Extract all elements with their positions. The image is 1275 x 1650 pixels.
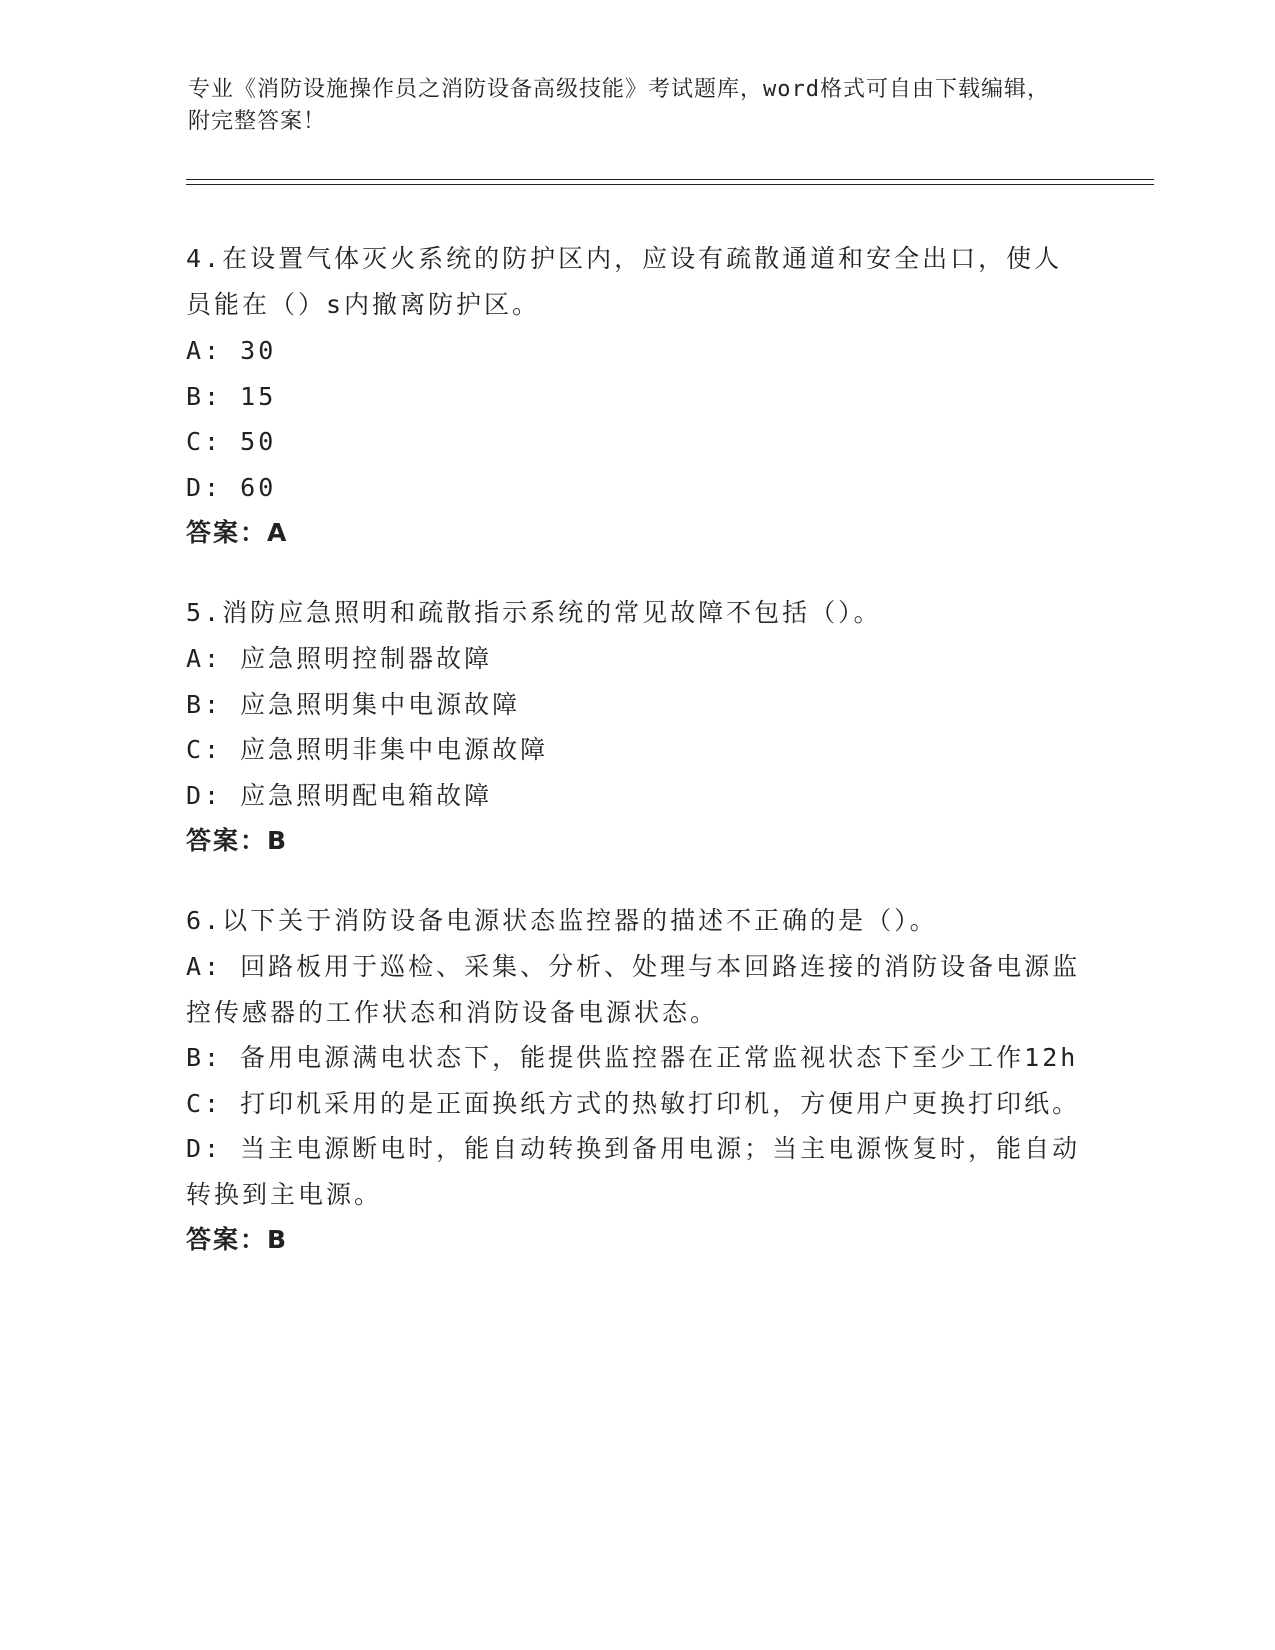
option-b: B: 应急照明集中电源故障 bbox=[186, 689, 521, 719]
question-4 bbox=[186, 236, 1086, 556]
question-stem: 5.消防应急照明和疏散指示系统的常见故障不包括（）。 bbox=[186, 598, 882, 627]
option-c: C: 50 bbox=[186, 427, 277, 456]
question-stem: 6.以下关于消防设备电源状态监控器的描述不正确的是（）。 bbox=[186, 906, 938, 935]
option-a: A: 回路板用于巡检、采集、分析、处理与本回路连接的消防设备电源监控传感器的工作状态和消防设备电源状态。 bbox=[186, 952, 1081, 1027]
option-d: D: 60 bbox=[186, 472, 277, 502]
answer-label: 答案：B bbox=[186, 826, 289, 855]
question-list bbox=[186, 236, 1086, 1297]
answer-label: 答案：A bbox=[186, 518, 289, 547]
document-header: 专业《消防设施操作员之消防设备高级技能》考试题库，word格式可自由下载编辑，附完整答案！ bbox=[188, 77, 1050, 134]
option-b: B: 15 bbox=[186, 381, 277, 411]
question-stem: 4.在设置气体灭火系统的防护区内，应设有疏散通道和安全出口，使人员能在（）s内撤离防护区。 bbox=[186, 244, 1063, 319]
option-d: D: 应急照明配电箱故障 bbox=[186, 780, 493, 810]
option-a: A: 30 bbox=[186, 336, 277, 365]
header-divider-top bbox=[186, 179, 1154, 180]
option-b: B: 备用电源满电状态下，能提供监控器在正常监视状态下至少工作12h bbox=[186, 1043, 1079, 1072]
question-6 bbox=[186, 898, 1086, 1263]
question-5 bbox=[186, 590, 1086, 864]
option-a: A: 应急照明控制器故障 bbox=[186, 644, 493, 673]
answer-label: 答案：B bbox=[186, 1225, 289, 1254]
option-d: D: 当主电源断电时，能自动转换到备用电源；当主电源恢复时，能自动转换到主电源。 bbox=[186, 1134, 1081, 1209]
option-c: C: 应急照明非集中电源故障 bbox=[186, 735, 549, 764]
header-divider-bottom bbox=[186, 184, 1154, 185]
option-c: C: 打印机采用的是正面换纸方式的热敏打印机，方便用户更换打印纸。 bbox=[186, 1088, 1081, 1118]
